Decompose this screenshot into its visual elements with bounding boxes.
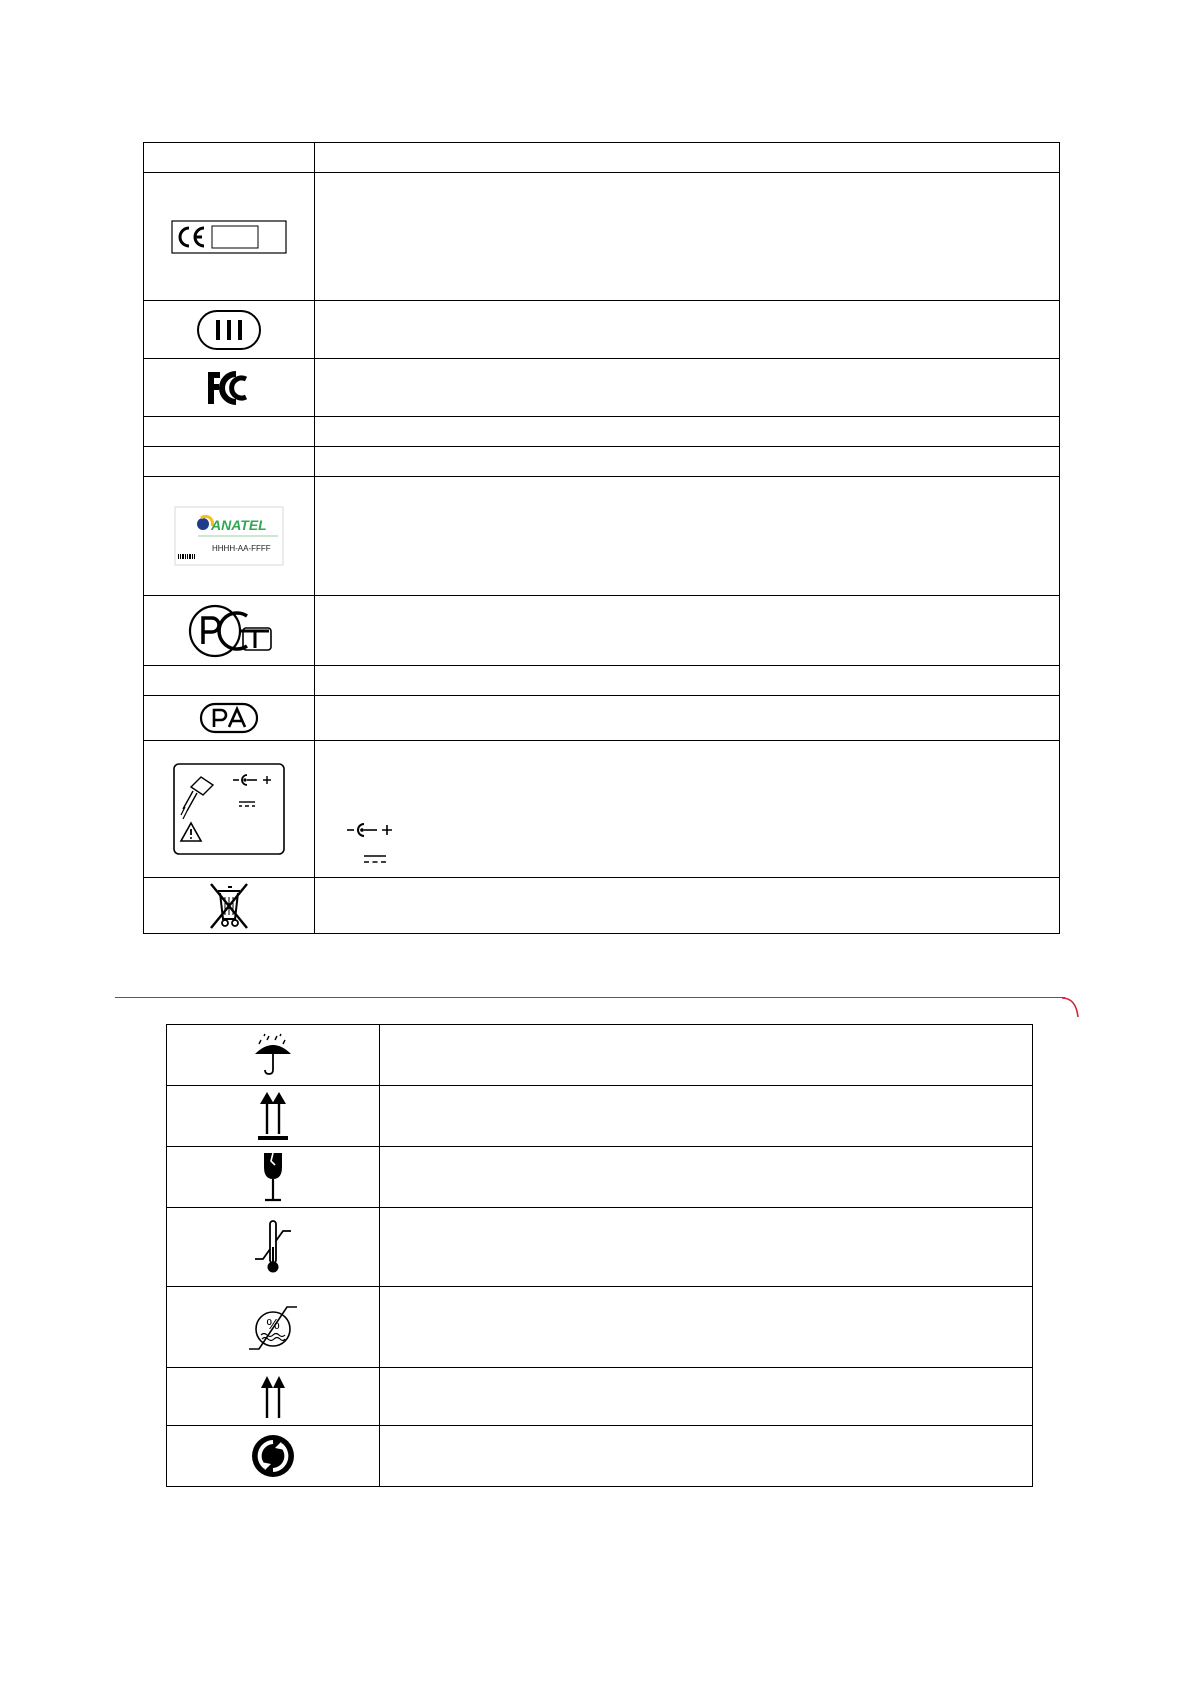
table-row	[167, 1426, 1033, 1487]
section-divider	[115, 997, 1065, 998]
this-way-up-icon	[256, 1090, 290, 1142]
section-divider-curve	[1062, 997, 1082, 1019]
table-row	[144, 301, 1060, 359]
table-row	[167, 1287, 1033, 1368]
row-description	[380, 1086, 1033, 1147]
table-row	[144, 596, 1060, 666]
certification-marks-table	[143, 142, 1060, 934]
table-row	[144, 173, 1060, 301]
humidity-limit-icon	[247, 1297, 299, 1357]
pct-mark-icon	[187, 604, 271, 658]
class-iii-icon	[196, 309, 262, 351]
row-description	[315, 477, 1060, 596]
row-description	[380, 1147, 1033, 1208]
table-row	[144, 417, 1060, 447]
table-row	[167, 1368, 1033, 1426]
row-description	[315, 359, 1060, 417]
anatel-brand-text: ANATEL	[211, 517, 267, 533]
svg-text:%: %	[266, 1316, 280, 1333]
row-description	[315, 173, 1060, 301]
row-description	[380, 1208, 1033, 1287]
power-polarity-label-icon	[173, 763, 285, 855]
anatel-code-text: HHHH-AA-FFFF	[212, 544, 271, 553]
table-row	[144, 878, 1060, 934]
table-row	[144, 477, 1060, 596]
table-row	[167, 1086, 1033, 1147]
dc-symbol-icon	[363, 853, 387, 865]
pa-mark-icon	[199, 702, 259, 734]
fcc-logo-icon	[206, 370, 252, 406]
table-row	[167, 1025, 1033, 1086]
this-way-up-arrows-icon	[258, 1374, 288, 1420]
row-description	[315, 301, 1060, 359]
header-cell-description	[315, 143, 1060, 173]
packaging-symbols-table	[166, 1024, 1033, 1487]
row-description	[315, 878, 1060, 934]
green-dot-recycle-icon	[251, 1434, 295, 1478]
keep-dry-umbrella-icon	[249, 1032, 297, 1078]
row-description	[315, 596, 1060, 666]
row-description	[315, 741, 1060, 878]
fragile-glass-icon	[261, 1151, 285, 1203]
table-row	[167, 1208, 1033, 1287]
row-description	[380, 1025, 1033, 1086]
row-description	[315, 447, 1060, 477]
table-row	[144, 696, 1060, 741]
table-row	[144, 447, 1060, 477]
row-description	[380, 1368, 1033, 1426]
table-row	[144, 359, 1060, 417]
table-row	[144, 741, 1060, 878]
temperature-limit-icon	[253, 1217, 293, 1277]
row-description	[380, 1426, 1033, 1487]
weee-crossed-bin-icon	[208, 881, 250, 931]
header-cell-symbol	[144, 143, 315, 173]
row-description	[315, 666, 1060, 696]
table-header-row	[144, 143, 1060, 173]
row-description	[380, 1287, 1033, 1368]
table-row	[167, 1147, 1033, 1208]
table-row	[144, 666, 1060, 696]
ce-mark-icon	[171, 220, 287, 254]
anatel-label-icon	[174, 506, 284, 566]
row-description	[315, 696, 1060, 741]
row-description	[315, 417, 1060, 447]
